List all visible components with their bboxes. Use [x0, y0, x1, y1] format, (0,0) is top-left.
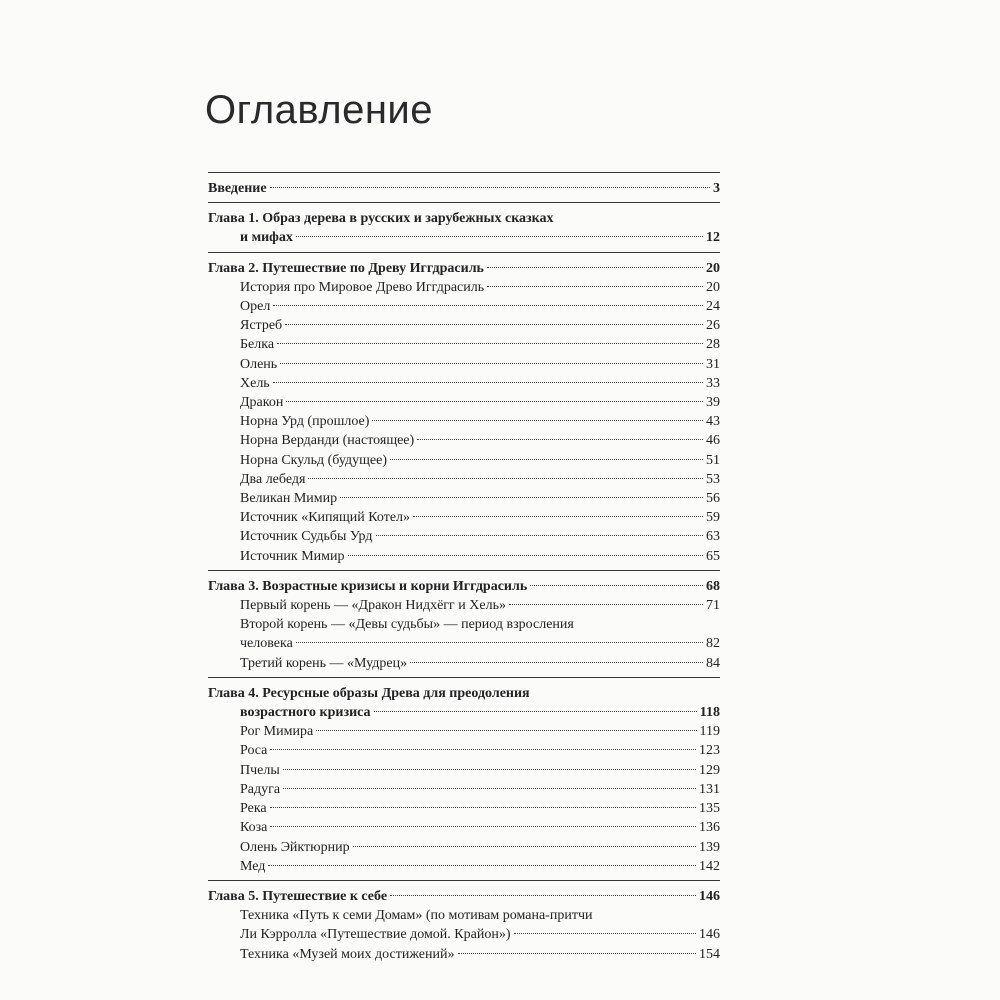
divider — [208, 677, 720, 678]
toc-subentry[interactable]: Ястреб 26 — [240, 318, 720, 334]
divider — [208, 172, 720, 173]
toc-subentry[interactable]: Источник Судьбы Урд 63 — [240, 529, 720, 545]
toc-entry-chapter-2[interactable]: Глава 2. Путешествие по Древу Иггдрасиль 20 — [208, 260, 720, 276]
toc-subentry[interactable]: Первый корень — «Дракон Нидхёгг и Хель» 71 — [240, 598, 720, 614]
leader-dots — [296, 642, 703, 643]
divider — [208, 880, 720, 881]
leader-dots — [296, 236, 703, 237]
page-title: Оглавление — [205, 88, 434, 132]
leader-dots — [509, 604, 703, 605]
toc-subentry[interactable]: Второй корень — «Девы судьбы» — период взросления человека 82 — [240, 617, 720, 652]
divider — [208, 202, 720, 203]
table-of-contents — [208, 168, 720, 964]
toc-subentry[interactable]: Два лебедя 53 — [240, 471, 720, 487]
toc-subentry[interactable]: Радуга 131 — [240, 781, 720, 797]
leader-dots — [316, 730, 696, 731]
toc-subentry[interactable]: Норна Верданди (настоящее) 46 — [240, 433, 720, 449]
toc-subentry[interactable]: Источник «Кипящий Котел» 59 — [240, 510, 720, 526]
toc-entry-intro[interactable]: Введение 3 — [208, 181, 720, 196]
divider — [208, 570, 720, 571]
leader-dots — [514, 933, 697, 934]
leader-dots — [413, 516, 703, 517]
toc-subentry[interactable]: Источник Мимир 65 — [240, 548, 720, 564]
leader-dots — [390, 459, 703, 460]
leader-dots — [273, 382, 703, 383]
leader-dots — [270, 807, 696, 808]
toc-subentry[interactable]: Техника «Путь к семи Домам» (по мотивам романа-притчи Ли Кэрролла «Путешествие домой. Крайон») 146 — [240, 908, 720, 943]
leader-dots — [487, 286, 703, 287]
leader-dots — [530, 585, 703, 586]
leader-dots — [277, 343, 703, 344]
leader-dots — [410, 662, 703, 663]
toc-subentry[interactable]: Норна Урд (прошлое) 43 — [240, 414, 720, 430]
leader-dots — [285, 324, 703, 325]
toc-subentry[interactable]: Норна Скульд (будущее) 51 — [240, 452, 720, 468]
leader-dots — [270, 826, 696, 827]
leader-dots — [268, 865, 696, 866]
leader-dots — [417, 439, 703, 440]
leader-dots — [286, 401, 703, 402]
divider — [208, 252, 720, 253]
toc-entry-chapter-5[interactable]: Глава 5. Путешествие к себе 146 — [208, 888, 720, 904]
toc-subentry[interactable]: Олень Эйктюрнир 139 — [240, 839, 720, 855]
toc-subentry[interactable]: Мед 142 — [240, 858, 720, 874]
toc-subentry[interactable]: Олень 31 — [240, 356, 720, 372]
toc-entry-chapter-4[interactable]: Глава 4. Ресурсные образы Древа для преодоления возрастного кризиса 118 — [208, 685, 720, 721]
leader-dots — [458, 953, 697, 954]
leader-dots — [390, 895, 696, 896]
leader-dots — [308, 478, 703, 479]
leader-dots — [372, 420, 703, 421]
toc-entry-chapter-1[interactable]: Глава 1. Образ дерева в русских и зарубежных сказках и мифах 12 — [208, 211, 720, 246]
toc-subentry[interactable]: Техника «Музей моих достижений» 154 — [240, 946, 720, 962]
leader-dots — [270, 187, 710, 188]
leader-dots — [280, 363, 703, 364]
toc-subentry[interactable]: Третий корень — «Мудрец» 84 — [240, 655, 720, 671]
toc-entry-chapter-3[interactable]: Глава 3. Возрастные кризисы и корни Иггдрасиль 68 — [208, 578, 720, 594]
leader-dots — [374, 711, 697, 712]
leader-dots — [283, 769, 696, 770]
toc-subentry[interactable]: Хель 33 — [240, 375, 720, 391]
leader-dots — [376, 535, 704, 536]
toc-subentry[interactable]: Дракон 39 — [240, 395, 720, 411]
leader-dots — [353, 846, 696, 847]
toc-subentry[interactable]: Великан Мимир 56 — [240, 491, 720, 507]
toc-subentry[interactable]: История про Мировое Древо Иггдрасиль 20 — [240, 279, 720, 295]
toc-subentry[interactable]: Река 135 — [240, 801, 720, 817]
toc-subentry[interactable]: Роса 123 — [240, 743, 720, 759]
toc-subentry[interactable]: Рог Мимира 119 — [240, 724, 720, 740]
toc-subentry[interactable]: Белка 28 — [240, 337, 720, 353]
leader-dots — [283, 788, 696, 789]
leader-dots — [340, 497, 703, 498]
toc-subentry[interactable]: Коза 136 — [240, 820, 720, 836]
leader-dots — [273, 305, 703, 306]
leader-dots — [487, 267, 703, 268]
leader-dots — [270, 749, 696, 750]
leader-dots — [348, 555, 703, 556]
toc-subentry[interactable]: Пчелы 129 — [240, 762, 720, 778]
toc-subentry[interactable]: Орел 24 — [240, 299, 720, 315]
